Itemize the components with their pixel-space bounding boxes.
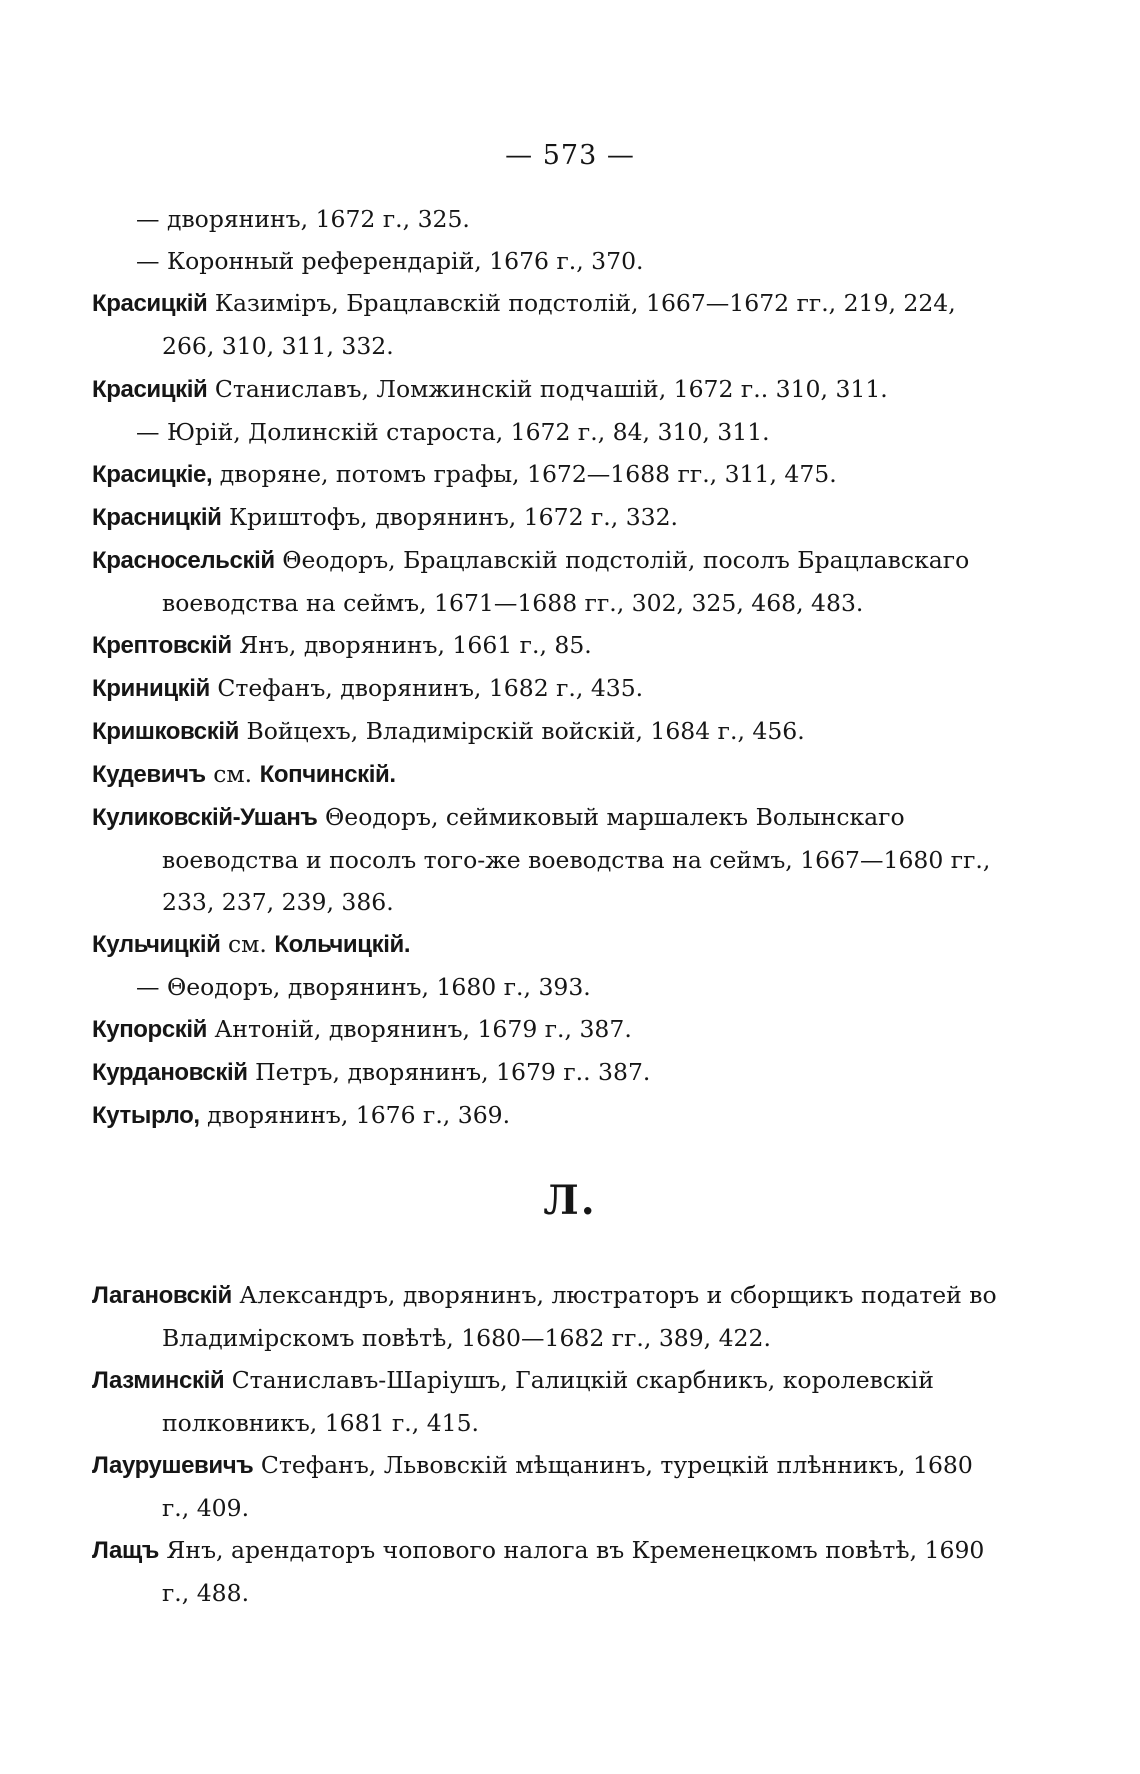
- entry-headword: Красицкіе,: [92, 461, 213, 488]
- index-entry: [92, 1051, 1002, 1094]
- index-entry: [92, 368, 1002, 411]
- index-entry: [92, 1444, 1002, 1529]
- entry-headword: Кудевичъ: [92, 761, 206, 788]
- page-number: — 573 —: [505, 140, 635, 171]
- index-entry: [136, 966, 1002, 1008]
- entry-text: Θеодоръ, сеймиковый маршалекъ Волынскаго воеводства и посолъ того-же воеводства на сеймъ, 1667—1680 гг., 233, 237, 239, 386.: [162, 803, 991, 916]
- entry-text: Криштофъ, дворянинъ, 1672 г., 332.: [228, 503, 679, 531]
- entry-headword: Лащъ: [92, 1537, 159, 1564]
- index-entry: [92, 1094, 1002, 1137]
- entry-text: Θеодоръ, Брацлавскій подстолій, посолъ Брацлавскаго воеводства на сеймъ, 1671—1688 гг., 302, 325, 468, 483.: [162, 546, 970, 617]
- index-entry: [92, 282, 1002, 367]
- entry-text: — Θеодоръ, дворянинъ, 1680 г., 393.: [136, 973, 591, 1001]
- entry-text: — Юрій, Долинскій староста, 1672 г., 84, 310, 311.: [136, 418, 770, 446]
- index-entry: [92, 453, 1002, 496]
- entry-headword: Курдановскій: [92, 1059, 248, 1086]
- entry-text: — дворянинъ, 1672 г., 325.: [136, 205, 470, 233]
- entry-text: Янъ, арендаторъ чопового налога въ Кременецкомъ повѣтѣ, 1690 г., 488.: [162, 1536, 985, 1607]
- index-entry: [92, 496, 1002, 539]
- entry-text: Станиславъ-Шаріушъ, Галицкій скарбникъ, королевскій полковникъ, 1681 г., 415.: [162, 1366, 934, 1437]
- index-entry: [92, 923, 1002, 966]
- index-entry: [92, 753, 1002, 796]
- index-entry: [92, 796, 1002, 923]
- index-entry: [136, 240, 1002, 282]
- entry-headword: Кришковскій: [92, 718, 239, 745]
- index-entry: [92, 667, 1002, 710]
- index-entry: [92, 1359, 1002, 1444]
- entry-text: Александръ, дворянинъ, люстраторъ и сборщикъ податей во Владимірскомъ повѣтѣ, 1680—1682 гг., 389, 422.: [162, 1281, 997, 1352]
- index-list: [0, 198, 1140, 1614]
- entry-headword: Криницкій: [92, 675, 210, 702]
- entry-text: Петръ, дворянинъ, 1679 г.. 387.: [255, 1058, 651, 1086]
- index-entry: [136, 411, 1002, 453]
- index-entry: [92, 1008, 1002, 1051]
- entry-headword: Купорскій: [92, 1016, 207, 1043]
- entry-headword: Кутырло,: [92, 1102, 200, 1129]
- entry-text: Станиславъ, Ломжинскій подчашій, 1672 г.. 310, 311.: [214, 375, 888, 403]
- entry-headword: Кульчицкій: [92, 931, 221, 958]
- entry-headword: Красницкій: [92, 504, 222, 531]
- entry-text: — Коронный референдарій, 1676 г., 370.: [136, 247, 644, 275]
- index-entry: [92, 539, 1002, 624]
- entry-headword: Красносельскій: [92, 547, 275, 574]
- index-entry: [92, 624, 1002, 667]
- entry-text: Стефанъ, дворянинъ, 1682 г., 435.: [217, 674, 644, 702]
- entry-cross-reference: Кольчицкій.: [274, 931, 411, 958]
- entry-headword: Крептовскій: [92, 632, 232, 659]
- entry-headword: Красицкій: [92, 376, 208, 403]
- entry-text: Стефанъ, Львовскій мѣщанинъ, турецкій плѣнникъ, 1680 г., 409.: [162, 1451, 973, 1522]
- entry-headword: Лаурушевичъ: [92, 1452, 254, 1479]
- entry-text: дворяне, потомъ графы, 1672—1688 гг., 311, 475.: [219, 460, 837, 488]
- entry-text: Янъ, дворянинъ, 1661 г., 85.: [239, 631, 592, 659]
- entry-text: Казиміръ, Брацлавскій подстолій, 1667—1672 гг., 219, 224, 266, 310, 311, 332.: [162, 289, 956, 360]
- entry-headword: Куликовскій-Ушанъ: [92, 804, 318, 831]
- entry-headword: Красицкій: [92, 290, 208, 317]
- section-heading: Л.: [543, 1177, 597, 1224]
- entry-text: Войцехъ, Владимірскій войскій, 1684 г., 456.: [246, 717, 805, 745]
- entry-text: дворянинъ, 1676 г., 369.: [207, 1101, 511, 1129]
- index-entry: [92, 1274, 1002, 1359]
- entry-text: Антоній, дворянинъ, 1679 г., 387.: [214, 1015, 632, 1043]
- index-entry: [92, 710, 1002, 753]
- index-entry: [136, 198, 1002, 240]
- index-entry: [92, 1529, 1002, 1614]
- entry-text: см.: [227, 930, 267, 958]
- entry-headword: Лазминскій: [92, 1367, 225, 1394]
- entry-cross-reference: Копчинскій.: [259, 761, 396, 788]
- entry-text: см.: [213, 760, 253, 788]
- entry-headword: Лагановскій: [92, 1282, 232, 1309]
